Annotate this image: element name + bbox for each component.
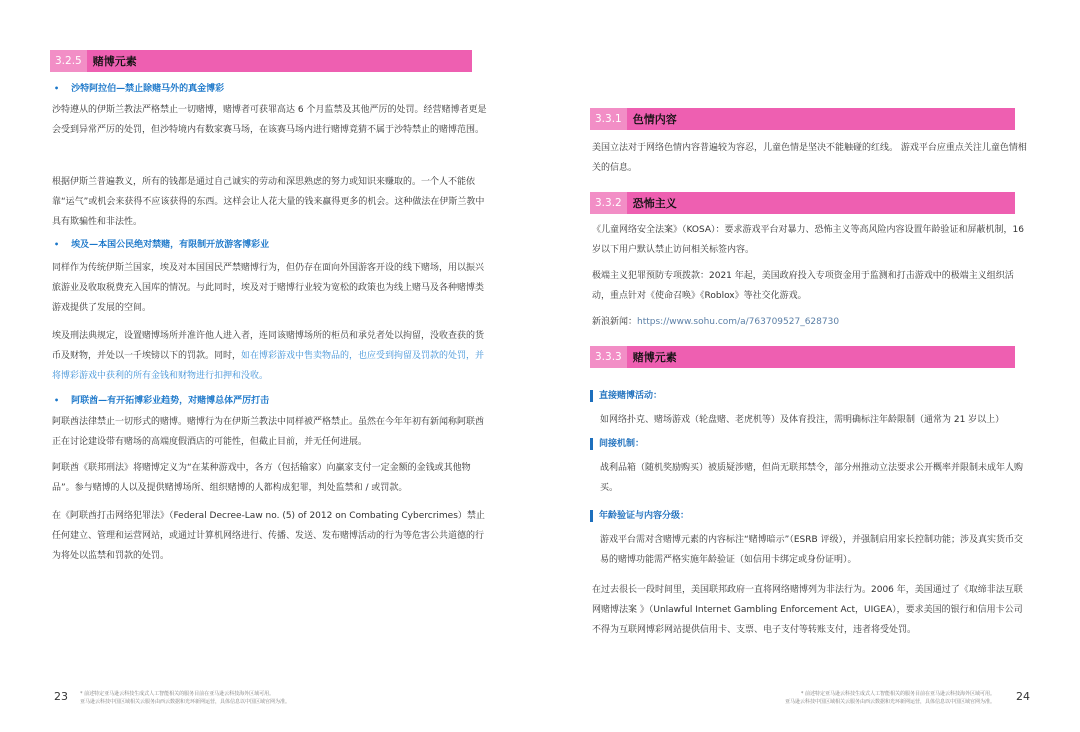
paragraph-source: 新浪新闻：https://www.sohu.com/a/763709527_628730 (592, 317, 840, 327)
section-title: 恐怖主义 (632, 197, 677, 210)
source-link[interactable]: https://www.sohu.com/a/763709527_628730 (637, 317, 840, 327)
paragraph-egypt-1: 同样作为传统伊斯兰国家，埃及对本国国民严禁赌博行为，但仍存在面向外国游客开设的线下赌场，用以振兴旅游业及收取税费充入国库的情况。与此同时，埃及对于赌博行业较为宽松的政策也为线上赌马及各种赌博类游戏提供了发展的空间。 (52, 263, 485, 313)
section-number: 3.3.3 (590, 346, 627, 368)
bullet-heading-saudi: • 沙特阿拉伯—禁止除赌马外的真金博彩 (54, 80, 224, 98)
paragraph-direct-gambling: 如网络扑克、赌场游戏（轮盘赌、老虎机等）及体育投注，需明确标注年龄限制（通常为 21 岁以上） (600, 415, 1005, 425)
bullet-dot-icon: • (54, 84, 60, 93)
paragraph-porn: 美国立法对于网络色情内容普遍较为容忍，儿童色情是坚决不能触碰的红线。 游戏平台应重点关注儿童色情相关的信息。 (592, 143, 1027, 173)
bullet-dot-icon: • (54, 240, 60, 249)
section-title: 赌博元素 (92, 55, 137, 68)
paragraph-saudi-2: 根据伊斯兰普遍教义，所有的钱都是通过自己诚实的劳动和深思熟虑的努力或知识来赚取的。一个人不能依靠“运气”或机会来获得不应该获得的东西。这样会让人花大量的钱来赢得更多的机会。这种做法在伊斯兰教中具有欺骗性和非法性。 (52, 177, 485, 227)
right-page (540, 0, 1080, 732)
paragraph-saudi-1: 沙特遵从的伊斯兰教法严格禁止一切赌博，赌博者可获罪高达 6 个月监禁及其他严厉的处罚。经营赌博者更是会受到异常严厉的处罚，但沙特境内有数家赛马场，在该赛马场内进行赌博竟猜不属于沙特禁止的赌博范围。 (52, 105, 487, 135)
bullet-heading-egypt: • 埃及—本国公民绝对禁赌，有限制开放游客博彩业 (54, 236, 269, 254)
paragraph-egypt-2: 埃及刑法典规定，设置赌博场所并准许他人进入者，连同该赌博场所的柜员和承兑者处以拘留，没收查获的货币及财物，并处以一千埃镑以下的罚款。同时，如在博彩游戏中售卖物品的，也应受到拘留及罚款的处罚，并将博彩游戏中获利的所有金钱和财物进行扣押和没收。 (52, 331, 485, 381)
paragraph-uigea: 在过去很长一段时间里，美国联邦政府一直将网络赌博列为非法行为。2006 年，美国通过了《取缔非法互联网赌博法案 》（Unlawful Internet Gambling Enforcement Act，UIGEA），要求美国的银行和信用卡公司不得为互联网博彩网站提供信用卡、支票、电子支付等转账支付，违者将受处罚。 (592, 585, 1023, 635)
section-number: 3.3.1 (590, 108, 627, 130)
subheading-direct-gambling: 直接赌博活动： (590, 390, 662, 402)
highlighted-text: 如在博彩游戏中售卖物品的，也应受到拘留及罚款的处罚，并将博彩游戏中获利的所有金钱和财物进行扣押和没收。 (52, 351, 485, 381)
paragraph-uae-1: 阿联酋法律禁止一切形式的赌博。赌博行为在伊斯兰教法中同样被严格禁止。虽然在今年年初有新闻称阿联酋正在讨论建设带有赌场的高端度假酒店的可能性，但截止目前，并无任何进展。 (52, 417, 485, 447)
paragraph-uae-2: 阿联酋《联邦刑法》将赌博定义为“在某种游戏中，各方（包括输家）向赢家支付一定金额的金钱或其他物品”。参与赌博的人以及提供赌博场所、组织赌博的人都构成犯罪，判处监禁和 / 或罚款。 (52, 463, 471, 493)
subheading-age-verification: 年龄验证与内容分级： (590, 510, 689, 522)
paragraph-age-verification: 游戏平台需对含赌博元素的内容标注“赌博暗示”（ESRB 评级），并强制启用家长控制功能；涉及真实货币交易的赌博功能需严格实施年龄验证（如信用卡绑定或身份证明）。 (600, 535, 1024, 565)
section-header-331 (590, 108, 1015, 130)
paragraph-kosa: 《儿童网络安全法案》（KOSA）：要求游戏平台对暴力、恐怖主义等高风险内容设置年龄验证和屏蔽机制，16 岁以下用户默认禁止访问相关标签内容。 (592, 225, 1024, 255)
section-title: 赌博元素 (632, 351, 677, 364)
section-header-333 (590, 346, 1015, 368)
paragraph-indirect: 战利品箱（随机奖励购买）被质疑涉赌，但尚无联邦禁令，部分州推动立法要求公开概率并限制未成年人购买。 (600, 463, 1024, 493)
section-number: 3.3.2 (590, 192, 627, 214)
paragraph-uae-3: 在《阿联酋打击网络犯罪法》（Federal Decree-Law no. (5) of 2012 on Combating Cybercrimes）禁止任何建立、管理和运营网站，或通过计算机网络进行、传播、发送、发布赌博活动的行为等危害公共道德的行为将处以监禁和罚款的处罚。 (52, 511, 485, 561)
subheading-indirect: 间接机制： (590, 438, 644, 450)
section-title: 色情内容 (632, 113, 677, 126)
page-number: 23 (54, 690, 68, 703)
section-header-325 (50, 50, 472, 72)
section-number: 3.2.5 (50, 50, 87, 72)
bullet-dot-icon: • (54, 396, 60, 405)
bullet-heading-uae: • 阿联酋—有开拓博彩业趋势，对赌博总体严厉打击 (54, 392, 269, 410)
page-number: 24 (1016, 690, 1030, 703)
footnote: * 前述特定亚马逊云科技生成式人工智能相关的服务目前在亚马逊云科技海外区域可用。 亚马逊云科技中国区域相关云服务由西云数据和光环新网运营，具体信息以中国区域官网为准。 (80, 691, 291, 705)
paragraph-extremism: 极端主义犯罪预防专项拨款：2021 年起，美国政府投入专项资金用于监测和打击游戏中的极端主义组织活动，重点针对《使命召唤》《Roblox》等社交化游戏。 (592, 271, 1014, 301)
section-header-332 (590, 192, 1015, 214)
footnote: * 前述特定亚马逊云科技生成式人工智能相关的服务目前在亚马逊云科技海外区域可用。 亚马逊云科技中国区域相关云服务由西云数据和光环新网运营，具体信息以中国区域官网为准。 (784, 691, 995, 705)
